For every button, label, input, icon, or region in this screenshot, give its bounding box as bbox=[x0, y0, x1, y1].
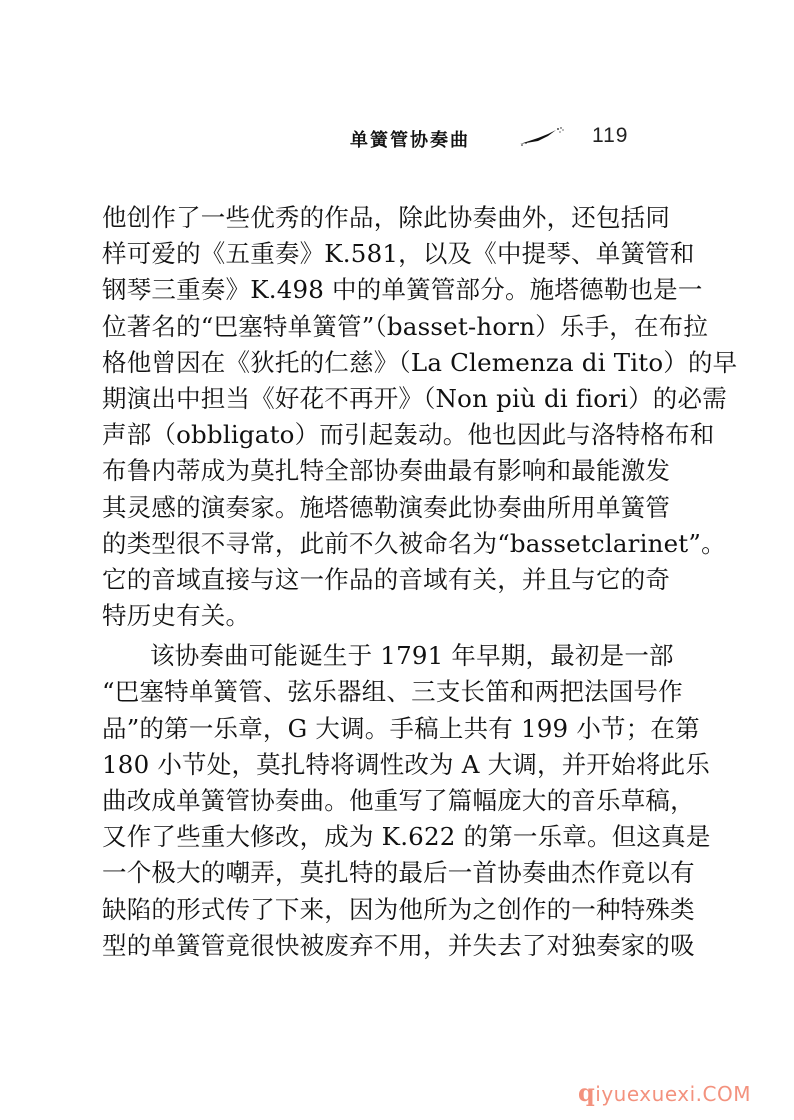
body-text bbox=[102, 200, 738, 964]
text-line: 位著名的“巴塞特单簧管”（basset-horn）乐手，在布拉 bbox=[102, 311, 709, 341]
text-line: 该协奏曲可能诞生于 1791 年早期，最初是一部 bbox=[150, 641, 674, 671]
text-line: 一个极大的嘲弄，莫扎特的最后一首协奏曲杰作竟以有 bbox=[102, 858, 695, 888]
watermark-text: iyuexuexi.COM bbox=[595, 1082, 751, 1106]
text-line: 的类型很不寻常，此前不久被命名为“bassetclarinet”。 bbox=[102, 528, 726, 558]
text-line: 品”的第一乐章，G 大调。手稿上共有 199 小节；在第 bbox=[102, 713, 700, 743]
text-line: 它的音域直接与这一作品的音域有关，并且与它的奇 bbox=[102, 564, 671, 594]
quill-ornament-icon bbox=[518, 124, 566, 148]
text-line: 布鲁内蒂成为莫扎特全部协奏曲最有影响和最能激发 bbox=[102, 456, 671, 486]
text-line: 曲改成单簧管协奏曲。他重写了篇幅庞大的音乐草稿， bbox=[102, 786, 695, 815]
text-line: “巴塞特单簧管、弦乐器组、三支长笛和两把法国号作 bbox=[102, 677, 683, 707]
text-line: 钢琴三重奏》K.498 中的单簧管部分。施塔德勒也是一 bbox=[102, 275, 703, 305]
text-line: 样可爱的《五重奏》K.581，以及《中提琴、单簧管和 bbox=[102, 239, 695, 269]
text-line: 声部（obbligato）而引起轰动。他也因此与洛特格布和 bbox=[102, 420, 715, 450]
text-line: 格他曾因在《狄托的仁慈》（La Clemenza di Tito）的早 bbox=[102, 347, 738, 377]
watermark-logo-letter: q bbox=[578, 1078, 596, 1107]
running-title: 单簧管协奏曲 bbox=[350, 130, 470, 151]
text-line: 他创作了一些优秀的作品，除此协奏曲外，还包括同 bbox=[102, 203, 671, 232]
text-line: 缺陷的形式传了下来，因为他所为之创作的一种特殊类 bbox=[102, 894, 695, 924]
paragraph-2 bbox=[102, 638, 711, 964]
text-line: 其灵感的演奏家。施塔德勒演奏此协奏曲所用单簧管 bbox=[102, 492, 671, 522]
page-number: 119 bbox=[592, 124, 629, 147]
text-line: 期演出中担当《好花不再开》（Non più di fiori）的必需 bbox=[102, 383, 727, 413]
text-line: 180 小节处，莫扎特将调性改为 A 大调，并开始将此乐 bbox=[102, 749, 710, 779]
running-header bbox=[350, 122, 640, 156]
paragraph-1 bbox=[102, 200, 738, 634]
text-line: 又作了些重大修改，成为 K.622 的第一乐章。但这真是 bbox=[102, 822, 711, 852]
watermark bbox=[578, 1078, 751, 1107]
text-line: 特历史有关。 bbox=[102, 601, 251, 631]
text-line: 型的单簧管竟很快被废弃不用，并失去了对独奏家的吸 bbox=[102, 930, 695, 960]
